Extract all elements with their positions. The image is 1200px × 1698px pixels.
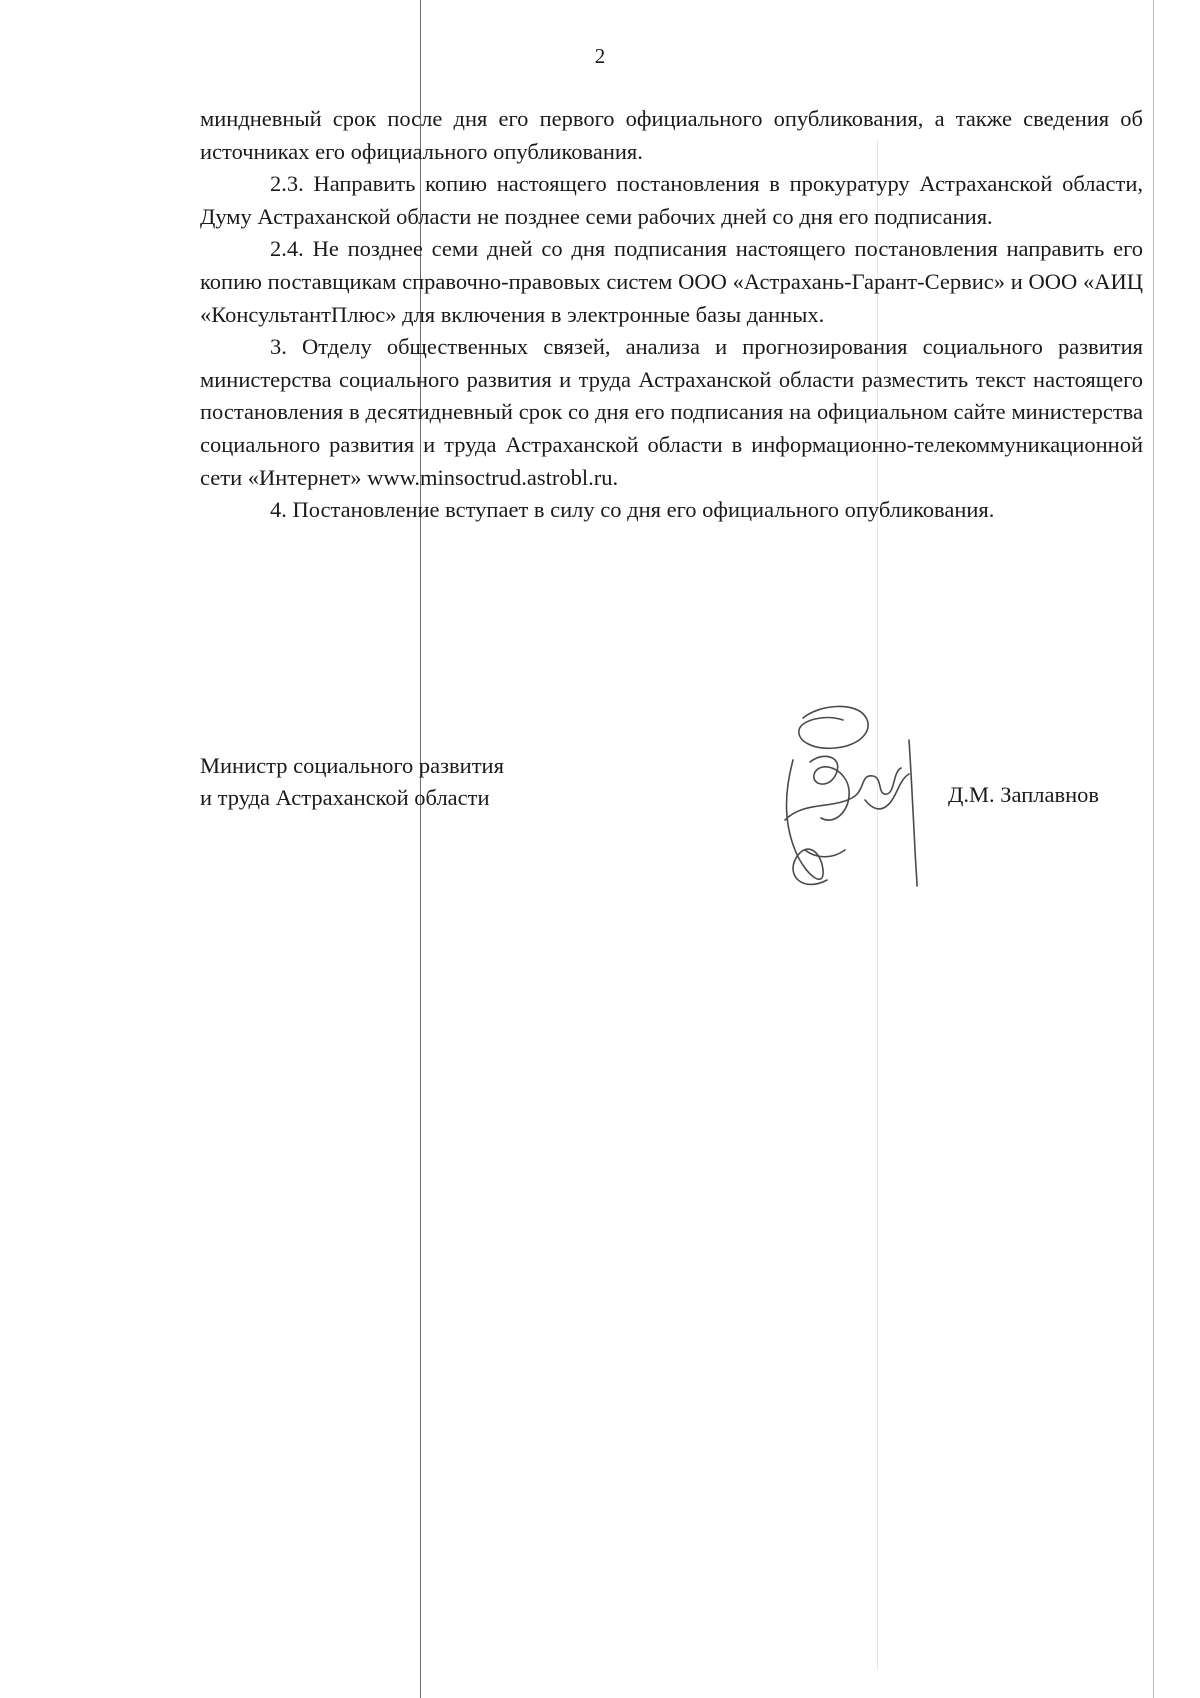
paragraph-continuation: миндневный срок после дня его первого официального опубликования, а также сведения об источниках его официального опубликования. (200, 106, 1143, 164)
document-body (200, 103, 1143, 527)
signer-position (200, 750, 504, 814)
signer-name: Д.М. Заплавнов (948, 782, 1099, 807)
scan-edge-line (1153, 0, 1154, 1698)
paragraph-2-3: 2.3. Направить копию настоящего постановления в прокуратуру Астраханской области, Думу Астраханской области не позднее семи рабочих дней со дня его подписания. (200, 171, 1143, 229)
handwritten-signature (765, 700, 935, 900)
signer-position-line-1: Министр социального развития (200, 753, 504, 778)
page-number: 2 (594, 44, 606, 68)
signer-position-line-2: и труда Астраханской области (200, 785, 490, 810)
paragraph-2-4: 2.4. Не позднее семи дней со дня подписания настоящего постановления направить его копию поставщикам справочно-правовых систем ООО «Астрахань-Гарант-Сервис» и ООО «АИЦ «КонсультантПлюс» для включения в электронные базы данных. (200, 236, 1143, 327)
paragraph-4: 4. Постановление вступает в силу со дня его официального опубликования. (270, 497, 995, 523)
paragraph-3: 3. Отделу общественных связей, анализа и прогнозирования социального развития министерства социального развития и труда Астраханской области разместить текст настоящего постановления в десятидневный срок со дня его подписания на официальном сайте министерства социального развития и труда Астраханской области в информационно-телекоммуникационной сети «Интернет» www.minsoctrud.astrobl.ru. (200, 334, 1143, 490)
